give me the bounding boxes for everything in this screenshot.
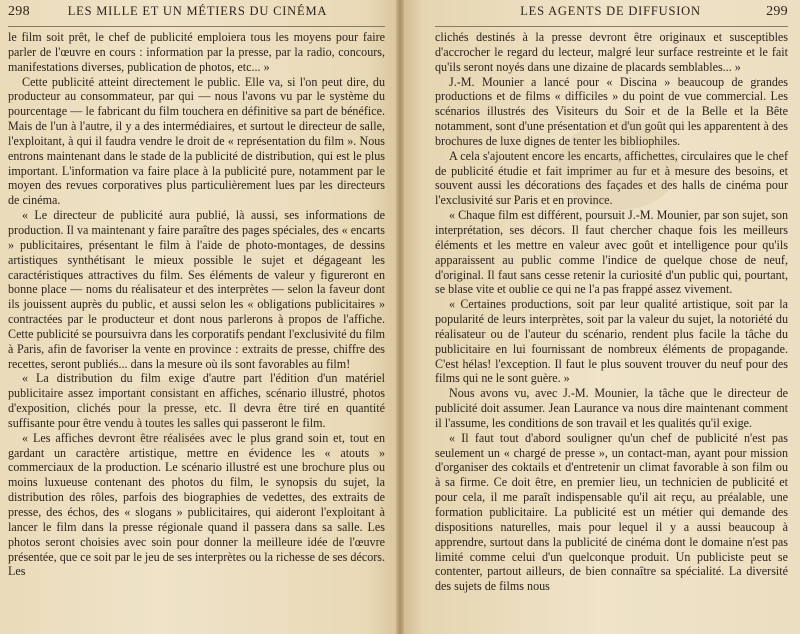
right-paragraph-5: « Certaines productions, soit par leur qualité artistique, soit par la popularité de leurs interprètes, soit par la valeur du sujet, la notoriété du réalisateur ou de l'auteur du scénario, rendent plus facile la tâche du publicitaire en lui fournissant de nombreux éléments de propagande. C'est hélas! l'exception. Il faut le plus souvent trouver du neuf pour des films qui ne le sont guère. » (435, 297, 788, 386)
right-paragraph-3: A cela s'ajoutent encore les encarts, affichettes, circulaires que le chef de publicité étudie et fait imprimer au fur et à mesure des besoins, et souvent aussi les décorations des façades et des halls de cinéma pour l'exclusivité sur Paris et en province. (435, 148, 788, 208)
left-page-body (8, 30, 385, 579)
right-page-header (435, 4, 788, 27)
right-page-number: 299 (766, 4, 788, 19)
right-page (399, 0, 800, 634)
right-running-head: LES AGENTS DE DIFFUSION (520, 4, 701, 18)
right-paragraph-1: clichés destinés à la presse devront être originaux et susceptibles d'accrocher le regard du lecteur, malgré leur surface restreinte et le fait qu'ils seront noyés dans une dizaine de placards semblables... » (435, 30, 788, 74)
right-paragraph-7: « Il faut tout d'abord souligner qu'un chef de publicité n'est pas seulement un « chargé de presse », un contact-man, ayant pour mission d'organiser des coktails et d'entretenir un climat favorable à son film ou à sa firme. Ce doit être, en premier lieu, un technicien de publicité et pour cela, il me paraît indispensable qu'il ait reçu, au préalable, une formation publicitaire. La publicité est un métier qui demande des dispositions naturelles, mais pour lequel il y a aussi beaucoup à apprendre, surtout dans la publicité de cinéma dont le domaine n'est pas limité comme celui d'un quelconque produit. Un publiciste peut se contenter, partout ailleurs, de bien connaître sa spécialité. La diversité des sujets de films nous (435, 430, 788, 594)
left-page (0, 0, 399, 634)
left-paragraph-2: Cette publicité atteint directement le public. Elle va, si l'on peut dire, du producteur au consommateur, par qui — nous l'avons vu par le système du pourcentage — le fabricant du film touchera en définitive sa part de bénéfice. Mais de l'un à l'autre, il y a des intermédiaires, et surtout le directeur de salle, l'exploitant, à qui il faudra vendre le droit de « représentation du film ». Nous entrons maintenant dans le stade de la publicité de distribution, qui est le plus important. L'information va faire place à la publicité pure, notamment par le moyen des revues corporatives plus particulièrement lues par les directeurs de cinéma. (8, 74, 385, 208)
left-paragraph-1: le film soit prêt, le chef de publicité emploiera tous les moyens pour faire parler de l'œuvre en cours : information par la presse, par la radio, concours, manifestations diverses, publication de photos, etc... » (8, 30, 385, 74)
left-paragraph-5: « Les affiches devront être réalisées avec le plus grand soin et, tout en gardant un caractère artistique, mettre en évidence les « atouts » commerciaux de la production. Le scénario illustré est une brochure plus ou moins luxueuse contenant des photos du film, le synopsis du sujet, la distribution des rôles, parfois des biographies de vedettes, des extraits de presse, des échos, des « slogans » publicitaires, qui aideront l'exploitant à lancer le film dans la presse régionale quand il passera dans sa salle. Les photos seront choisies avec soin pour donner la meilleure idée de l'œuvre présentée, que ce soit par le jeu de ses interprètes ou la richesse de ses décors. Les (8, 430, 385, 579)
left-page-header (8, 4, 385, 27)
right-page-body (435, 30, 788, 594)
book-gutter (396, 0, 404, 634)
left-paragraph-3: « Le directeur de publicité aura publié, là aussi, ses informations de production. Il va maintenant y faire paraître des pages spéciales, des « encarts » publicitaires, présentant le film à l'aide de photo-montages, de dessins artistiques synthétisant le mieux possible le sujet et dégageant les caractéristiques attractives du film. Ses éléments de valeur y figureront en bonne place — noms du réalisateur et des interprètes — selon la faveur dont ils jouissent auprès du public, et aussi selon les « obligations publicitaires » contractées par le producteur et dont nous parlerons à propos de l'affiche. Cette publicité se poursuivra dans les corporatifs pendant l'exclusivité du film à Paris, afin de favoriser la vente en province : extraits de presse, chiffre des recettes, seront publiés... dans la mesure où ils sont favorables au film! (8, 208, 385, 371)
left-running-head: LES MILLE ET UN MÉTIERS DU CINÉMA (67, 4, 328, 18)
right-paragraph-4: « Chaque film est différent, poursuit J.-M. Mounier, par son sujet, son interprétation, ses décors. Il faut chercher chaque fois les meilleurs éléments et les mettre en valeur avec goût et intelligence pour qu'ils apparaissent au public comme l'indice de quelque chose de neuf, d'original. Il faut sans cesse retenir la curiosité d'un public qui, pourtant, se blase vite et oublie ce qui ne l'a pas frappé assez vivement. (435, 208, 788, 297)
right-paragraph-2: J.-M. Mounier a lancé pour « Discina » beaucoup de grandes productions et de films « difficiles » du point de vue commercial. Les scénarios illustrés des Visiteurs du Soir et de la Belle et la Bête notamment, sont d'une présentation et d'un goût qui les apparentent à des brochures de luxe dignes de tenter les bibliophiles. (435, 74, 788, 148)
left-paragraph-4: « La distribution du film exige d'autre part l'édition d'un matériel publicitaire assez important consistant en affiches, scénario illustré, photos d'exposition, clichés pour la presse, etc. Il devra être tiré en quantité suffisante pour être vendu à toutes les salles qui passeront le film. (8, 371, 385, 430)
left-page-number: 298 (8, 4, 30, 19)
right-paragraph-6: Nous avons vu, avec J.-M. Mounier, la tâche que le directeur de publicité doit assumer. Jean Laurance va nous dire maintenant comment il l'assume, les conditions de son travail et les qualités qu'il exige. (435, 386, 788, 430)
